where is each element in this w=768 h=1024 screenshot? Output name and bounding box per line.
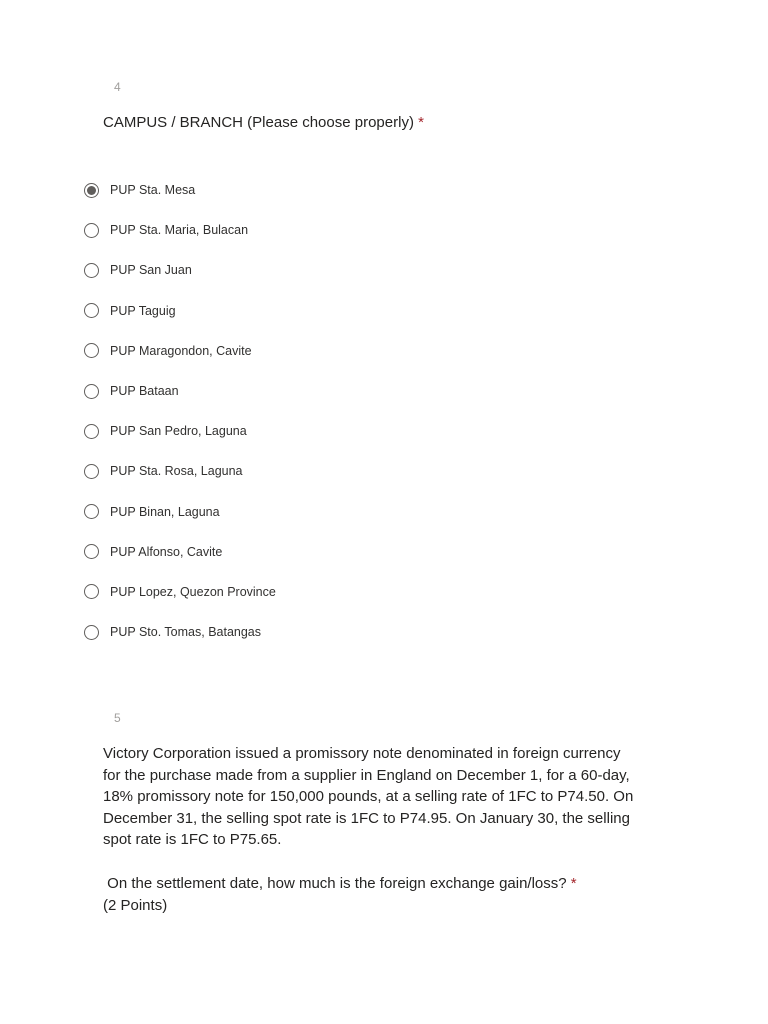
question-5-text-line: for the purchase made from a supplier in England on December 1, for a 60-day,	[103, 766, 630, 784]
question-5-text-line: Victory Corporation issued a promissory note denominated in foreign currency	[103, 745, 621, 762]
radio-unselected-icon[interactable]	[84, 424, 99, 439]
campus-option[interactable]	[84, 170, 504, 210]
radio-dot-icon	[87, 186, 96, 195]
campus-option-label: PUP Maragondon, Cavite	[110, 343, 252, 358]
question-5-text-line: 18% promissory note for 150,000 pounds, at a selling rate of 1FC to P74.50. On	[103, 788, 634, 806]
campus-radio-group	[84, 170, 504, 652]
radio-unselected-icon[interactable]	[84, 263, 99, 278]
campus-option-label: PUP Sta. Rosa, Laguna	[110, 464, 243, 479]
question-5-text-line: December 31, the selling spot rate is 1FC to P74.95. On January 30, the selling	[103, 809, 630, 827]
question-5-prompt-text: On the settlement date, how much is the foreign exchange gain/loss?	[103, 875, 567, 892]
question-5-text	[103, 743, 683, 851]
campus-option-label: PUP Binan, Laguna	[110, 504, 220, 519]
radio-unselected-icon[interactable]	[84, 343, 99, 358]
campus-option-label: PUP San Juan	[110, 263, 192, 278]
campus-option[interactable]	[84, 210, 504, 250]
campus-option-label: PUP Bataan	[110, 384, 179, 399]
campus-option-label: PUP San Pedro, Laguna	[110, 424, 247, 439]
campus-option[interactable]	[84, 572, 504, 612]
required-asterisk: *	[418, 114, 424, 131]
radio-selected-icon[interactable]	[84, 183, 99, 198]
radio-unselected-icon[interactable]	[84, 625, 99, 640]
campus-option-label: PUP Taguig	[110, 303, 176, 318]
question-4-title	[103, 114, 424, 131]
campus-option-label: PUP Sta. Maria, Bulacan	[110, 223, 249, 238]
question-4-number: 4	[114, 80, 121, 94]
campus-option[interactable]	[84, 291, 504, 331]
radio-unselected-icon[interactable]	[84, 464, 99, 479]
radio-unselected-icon[interactable]	[84, 544, 99, 559]
campus-option[interactable]	[84, 612, 504, 652]
campus-option[interactable]	[84, 331, 504, 371]
question-5-number: 5	[114, 711, 121, 725]
campus-option[interactable]	[84, 250, 504, 290]
campus-option[interactable]	[84, 371, 504, 411]
question-4-title-text: CAMPUS / BRANCH (Please choose properly)	[103, 114, 414, 131]
question-5-prompt	[103, 873, 577, 916]
campus-option-label: PUP Sto. Tomas, Batangas	[110, 625, 262, 640]
radio-unselected-icon[interactable]	[84, 384, 99, 399]
campus-option[interactable]	[84, 492, 504, 532]
campus-option[interactable]	[84, 451, 504, 491]
campus-option-label: PUP Lopez, Quezon Province	[110, 584, 276, 599]
radio-unselected-icon[interactable]	[84, 223, 99, 238]
required-asterisk: *	[570, 875, 577, 892]
campus-option-label: PUP Sta. Mesa	[110, 183, 196, 198]
campus-option-label: PUP Alfonso, Cavite	[110, 544, 223, 559]
question-5-text-line: spot rate is 1FC to P75.65.	[103, 831, 282, 849]
radio-unselected-icon[interactable]	[84, 504, 99, 519]
radio-unselected-icon[interactable]	[84, 303, 99, 318]
question-5-points: (2 Points)	[103, 896, 168, 914]
campus-option[interactable]	[84, 411, 504, 451]
campus-option[interactable]	[84, 532, 504, 572]
radio-unselected-icon[interactable]	[84, 584, 99, 599]
